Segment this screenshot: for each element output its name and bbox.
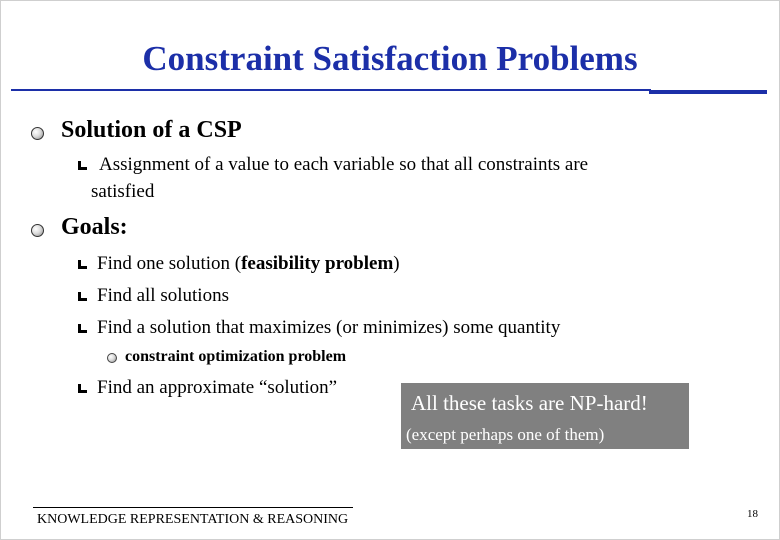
solution-item-line1: Assignment of a value to each variable so that all constraints are — [99, 154, 589, 175]
bullet-square-icon — [78, 324, 87, 333]
page-number: 18 — [747, 508, 758, 520]
goal-item-feasibility: Find one solution (feasibility problem) — [97, 253, 400, 274]
bullet-circle-icon — [31, 224, 44, 237]
feasibility-term: feasibility problem — [241, 253, 394, 274]
title-underline — [11, 89, 651, 91]
goal-item-optimize: Find a solution that maximizes (or minimizes) some quantity — [97, 317, 561, 338]
goal-item-all-solutions: Find all solutions — [97, 285, 229, 306]
bullet-circle-icon — [107, 353, 117, 363]
bullet-circle-icon — [31, 127, 44, 140]
callout-main-text: All these tasks are NP-hard! — [411, 391, 648, 415]
callout-sub-text: (except perhaps one of them) — [406, 425, 605, 444]
title-underline-accent — [649, 90, 767, 94]
solution-item-line2: satisfied — [91, 181, 155, 202]
np-hard-callout — [401, 383, 689, 449]
section-heading-solution: Solution of a CSP — [61, 117, 242, 143]
bullet-square-icon — [78, 260, 87, 269]
footer-text: KNOWLEDGE REPRESENTATION & REASONING — [37, 512, 349, 527]
slide-title: Constraint Satisfaction Problems — [142, 39, 638, 78]
bullet-square-icon — [78, 384, 87, 393]
section-heading-goals: Goals: — [61, 214, 128, 240]
bullet-square-icon — [78, 161, 87, 170]
goal-item-approximate: Find an approximate “solution” — [97, 377, 338, 398]
goal-subitem-optimization: constraint optimization problem — [125, 348, 347, 365]
bullet-square-icon — [78, 292, 87, 301]
footer-rule — [33, 507, 353, 508]
